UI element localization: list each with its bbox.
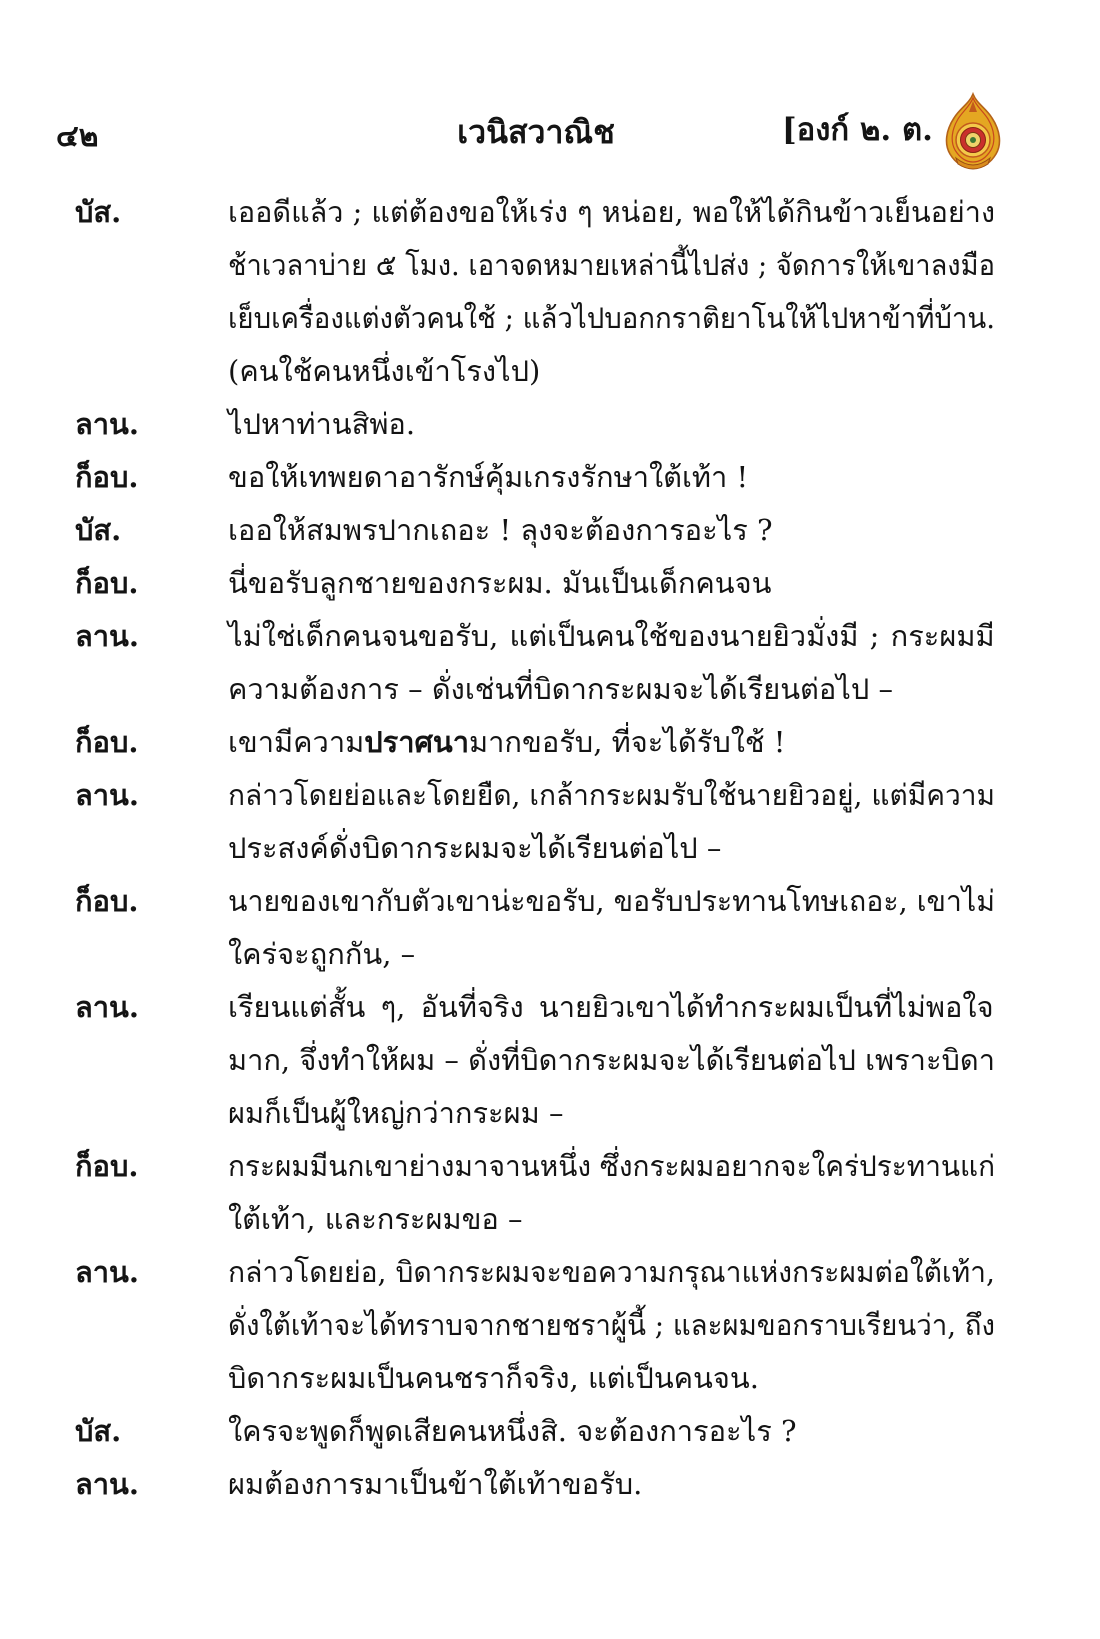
emblem-seal-icon <box>942 92 1004 170</box>
speaker-label: ลาน. <box>75 990 139 1024</box>
dialogue-line <box>228 981 995 1034</box>
speech-block <box>0 504 1100 557</box>
line-text: ไปหาท่านสิพ่อ. <box>228 407 416 441</box>
line-text: นายของเขากับตัวเขาน่ะขอรับ, ขอรับประทานโทษเถอะ, เขาไม่ <box>228 884 996 918</box>
line-segment: มากขอรับ, ที่จะได้รับใช้ ! <box>469 725 786 759</box>
speech-text <box>228 1458 995 1511</box>
dialogue-body <box>0 186 1100 1511</box>
speech-block <box>0 1140 1100 1246</box>
line-text: ใต้เท้า, และกระผมขอ – <box>228 1202 523 1236</box>
speaker-label: ก็อบ. <box>75 1149 139 1183</box>
speech-block <box>0 398 1100 451</box>
dialogue-line <box>228 186 995 239</box>
speaker-label: บัส. <box>75 195 122 229</box>
speaker-label: ลาน. <box>75 778 139 812</box>
speaker-label: ลาน. <box>75 407 139 441</box>
speech-block <box>0 1246 1100 1405</box>
speech-text <box>228 716 995 769</box>
speech-text <box>228 769 995 875</box>
line-text: นี่ขอรับลูกชายของกระผม. มันเป็นเด็กคนจน <box>228 566 772 600</box>
speech-block <box>0 451 1100 504</box>
dialogue-line <box>228 663 995 716</box>
running-title: เวนิสวาณิช <box>457 113 615 151</box>
speech-block <box>0 769 1100 875</box>
line-text: ขอให้เทพยดาอารักษ์คุ้มเกรงรักษาใต้เท้า ! <box>228 460 749 494</box>
speech-text <box>228 981 995 1140</box>
dialogue-line <box>228 716 995 769</box>
line-text: ผมก็เป็นผู้ใหญ่กว่ากระผม – <box>228 1096 564 1130</box>
dialogue-line <box>228 1087 995 1140</box>
line-text <box>228 716 785 769</box>
line-text: (คนใช้คนหนึ่งเข้าโรงไป) <box>228 354 541 388</box>
dialogue-line <box>228 557 995 610</box>
speaker-label: ลาน. <box>75 1255 139 1289</box>
speech-text <box>228 557 995 610</box>
line-text: ช้าเวลาบ่าย ๕ โมง. เอาจดหมายเหล่านี้ไปส่ง ; จัดการให้เขาลงมือ <box>228 248 995 282</box>
line-text: ไม่ใช่เด็กคนจนขอรับ, แต่เป็นคนใช้ของนายยิวมั่งมี ; กระผมมี <box>228 619 995 653</box>
speech-text <box>228 610 995 716</box>
speech-text <box>228 451 995 504</box>
emphasized-word: ปราศนา <box>364 725 470 759</box>
speech-block <box>0 186 1100 398</box>
dialogue-line <box>228 822 995 875</box>
speech-block <box>0 875 1100 981</box>
act-scene-label: [องก์ ๒. ต. <box>782 112 933 148</box>
dialogue-line <box>228 504 995 557</box>
line-text: ความต้องการ – ดั่งเช่นที่บิดากระผมจะได้เรียนต่อไป – <box>228 672 893 706</box>
speaker-label: ลาน. <box>75 619 139 653</box>
speaker-label: ลาน. <box>75 1467 139 1501</box>
dialogue-line <box>228 1299 995 1352</box>
dialogue-line <box>228 1193 995 1246</box>
dialogue-line <box>228 610 995 663</box>
running-header <box>0 0 1100 180</box>
speech-text <box>228 1246 995 1405</box>
dialogue-line <box>228 451 995 504</box>
line-text: ผมต้องการมาเป็นข้าใต้เท้าขอรับ. <box>228 1467 643 1501</box>
speech-text <box>228 398 995 451</box>
speech-text <box>228 186 995 398</box>
dialogue-line <box>228 398 995 451</box>
speech-block <box>0 716 1100 769</box>
line-text: ดั่งใต้เท้าจะได้ทราบจากชายชราผู้นี้ ; และผมขอกราบเรียนว่า, ถึง <box>228 1308 996 1342</box>
dialogue-line <box>228 1034 995 1087</box>
speaker-label: บัส. <box>75 513 122 547</box>
dialogue-line <box>228 875 995 928</box>
dialogue-line <box>228 769 995 822</box>
dialogue-line <box>228 1458 995 1511</box>
line-segment: เขามีความ <box>228 725 365 759</box>
dialogue-line <box>228 1352 995 1405</box>
dialogue-line <box>228 1246 995 1299</box>
line-text: เรียนแต่สั้น ๆ, อันที่จริง นายยิวเขาได้ทำกระผมเป็นที่ไม่พอใจ <box>228 990 994 1024</box>
speaker-label: บัส. <box>75 1414 122 1448</box>
speech-text <box>228 504 995 557</box>
dialogue-line <box>228 1405 995 1458</box>
line-text: กระผมมีนกเขาย่างมาจานหนึ่ง ซึ่งกระผมอยากจะใคร่ประทานแก่ <box>228 1149 996 1183</box>
speech-block <box>0 1458 1100 1511</box>
speech-text <box>228 875 995 981</box>
emblem-seal-graphic <box>942 92 1004 170</box>
speech-block <box>0 557 1100 610</box>
speaker-label: ก็อบ. <box>75 566 139 600</box>
line-text: บิดากระผมเป็นคนชราก็จริง, แต่เป็นคนจน. <box>228 1361 759 1395</box>
speech-block <box>0 610 1100 716</box>
dialogue-line <box>228 928 995 981</box>
speech-text <box>228 1405 995 1458</box>
dialogue-line <box>228 1140 995 1193</box>
dialogue-line <box>228 292 995 345</box>
line-text: ใครจะพูดก็พูดเสียคนหนึ่งสิ. จะต้องการอะไร ? <box>228 1414 797 1448</box>
speaker-label: ก็อบ. <box>75 725 139 759</box>
line-text: ประสงค์ดั่งบิดากระผมจะได้เรียนต่อไป – <box>228 831 722 865</box>
speaker-label: ก็อบ. <box>75 884 139 918</box>
line-text: กล่าวโดยย่อและโดยยืด, เกล้ากระผมรับใช้นายยิวอยู่, แต่มีความ <box>228 778 996 812</box>
page-number: ๔๒ <box>56 119 99 154</box>
line-text: มาก, จึ่งทำให้ผม – ดั่งที่บิดากระผมจะได้เรียนต่อไป เพราะบิดา <box>228 1043 996 1077</box>
dialogue-line <box>228 239 995 292</box>
speech-block <box>0 1405 1100 1458</box>
line-text: กล่าวโดยย่อ, บิดากระผมจะขอความกรุณาแห่งกระผมต่อใต้เท้า, <box>228 1255 995 1289</box>
line-text: เย็บเครื่องแต่งตัวคนใช้ ; แล้วไปบอกกราติยาโนให้ไปหาข้าที่บ้าน. <box>228 301 996 335</box>
speaker-label: ก็อบ. <box>75 460 139 494</box>
line-text: เออดีแล้ว ; แต่ต้องขอให้เร่ง ๆ หน่อย, พอให้ได้กินข้าวเย็นอย่าง <box>228 195 996 229</box>
line-text: เออให้สมพรปากเถอะ ! ลุงจะต้องการอะไร ? <box>228 513 773 547</box>
speech-text <box>228 1140 995 1246</box>
dialogue-line <box>228 345 995 398</box>
line-text: ใคร่จะถูกกัน, – <box>228 937 416 971</box>
speech-block <box>0 981 1100 1140</box>
